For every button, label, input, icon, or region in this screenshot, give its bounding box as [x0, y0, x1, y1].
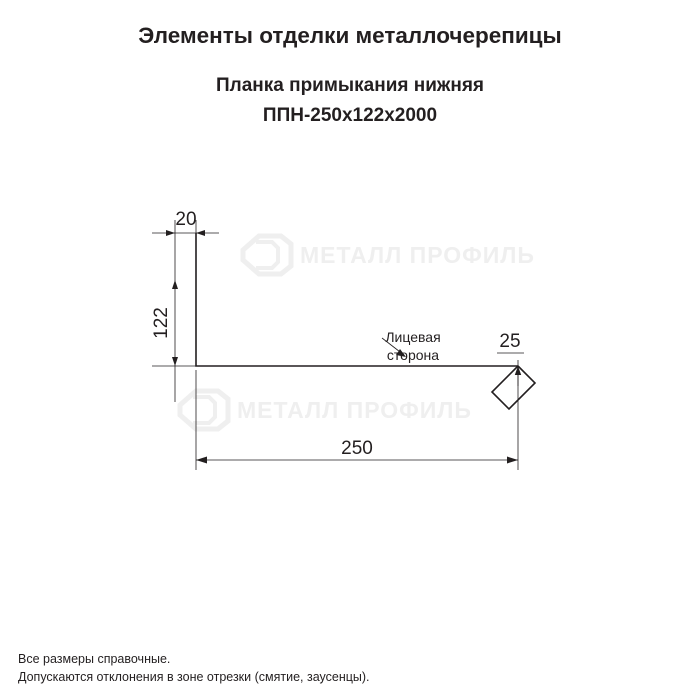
footer-note-1: Все размеры справочные.: [18, 651, 171, 666]
watermark-text-bottom: МЕТАЛЛ ПРОФИЛЬ: [237, 397, 472, 423]
product-name: Планка примыкания нижняя: [215, 75, 485, 96]
footer-notes: [18, 650, 678, 686]
technical-drawing: [0, 170, 700, 530]
face-side-label-line2: сторона: [386, 347, 440, 363]
dimension-lip-label: 25: [499, 331, 521, 352]
title-block: [0, 22, 700, 128]
watermark-group: [180, 236, 535, 429]
watermark-text-top: МЕТАЛЛ ПРОФИЛЬ: [300, 242, 535, 268]
watermark-bottom: [180, 391, 472, 429]
watermark-top: [243, 236, 535, 274]
product-code: ППН-250x122x2000: [262, 104, 438, 126]
dimension-base-width-label: 250: [341, 438, 373, 459]
dimension-height-label: 122: [151, 307, 172, 339]
dimension-top-width-label: 20: [175, 209, 197, 230]
profile-lip-path: [492, 366, 535, 409]
page-title: Элементы отделки металлочерепицы: [138, 23, 562, 48]
footer-note-2: Допускаются отклонения в зоне отрезки (смятие, заусенцы).: [18, 669, 370, 684]
face-side-label-line1: Лицевая: [385, 329, 441, 345]
drawing-svg: [0, 170, 700, 530]
